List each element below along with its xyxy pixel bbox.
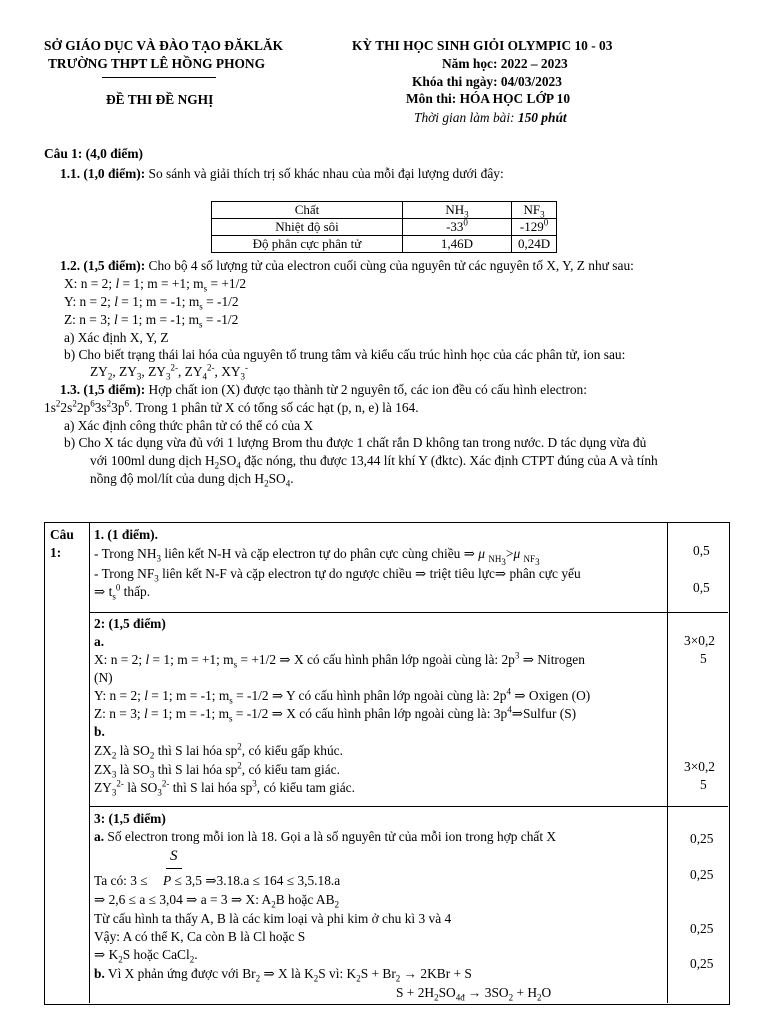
table-cell: $-129^0$ (512, 219, 557, 236)
column-divider (667, 522, 668, 1003)
school-year: Năm học: 2022 – 2023 (442, 56, 568, 71)
exam-name: KỲ THI HỌC SINH GIỎI OLYMPIC 10 - 03 (352, 38, 613, 53)
implies-icon: ⇒ (94, 947, 106, 962)
table-header: $NF_3$ (512, 202, 557, 219)
implies-icon: ⇒ (463, 546, 475, 561)
score: 0,25 (690, 956, 714, 971)
answer-part-3-l5: ⇒ $K_2S$ hoặc CaCl$_2$. (94, 947, 198, 965)
cau-label: Câu (50, 527, 74, 542)
table-header: Chất (212, 202, 403, 219)
row-divider (89, 612, 728, 613)
question-1-3-b-line1: b) Cho X tác dụng vừa đủ với 1 lượng Brom thu được 1 chất rắn D không tan trong nước. D tác dụng vừa đủ (64, 435, 647, 450)
answer-part-3-a: a. Số electron trong mỗi ion là 18. Gọi a là số nguyên tử của mỗi ion trong hợp chất X (94, 829, 557, 844)
answer-part-3-l3: Từ cấu hình ta thấy A, B là các kim loại và phi kim ở chu kì 3 và 4 (94, 911, 452, 926)
implies-icon: ⇒ (205, 873, 217, 888)
answer-part-2-y: Y: n = 2; l = 1; m = -1; $m_s = -1/2$ ⇒ Y có cấu hình phân lớp ngoài cùng là: $2p^4$ ⇒ Oxigen (O) (94, 686, 591, 706)
answer-part-1-line2: - Trong $NF_3$ liên kết N-F và cặp electron tự do ngược chiều ⇒ triệt tiêu lực⇒ phân cực yếu (94, 566, 581, 584)
question-1-3: 1.3. (1,5 điểm): Hợp chất ion (X) được tạo thành từ 2 nguyên tố, các ion đều có cấu hình electron: (60, 382, 587, 397)
answer-part-3-l2: ⇒ 2,6 ≤ a ≤ 3,04 ⇒ a = 3 ⇒ X: $A_2B$ hoặc $AB_2$ (94, 892, 340, 910)
quantum-x: X: n = 2; l = 1; m = +1; $m_s = +1/2$ (64, 276, 247, 294)
table-header: $NH_3$ (403, 202, 512, 219)
department-name: SỞ GIÁO DỤC VÀ ĐÀO TẠO ĐĂKLĂK (44, 38, 284, 53)
question-1-title: Câu 1: (4,0 điểm) (44, 146, 143, 161)
table-cell: $-33^0$ (403, 219, 512, 236)
arrow-right-icon: → (403, 966, 418, 981)
column-divider (89, 522, 90, 1003)
answer-part-2-b3: $ZY_3^{2-}$ là $SO_3^{2-}$ thì S lai hóa $sp^3$, có kiểu tam giác. (94, 778, 355, 798)
implies-icon: ⇒ (263, 966, 275, 981)
answer-part-3-l1: Ta có: 3 ≤ P ≤ 3,5 ⇒3.18.a ≤ 164 ≤ 3,5.18.a (94, 873, 341, 888)
row-divider (89, 806, 728, 807)
answer-part-2-x: X: n = 2; l = 1; m = +1; $m_s = +1/2$ ⇒ X có cấu hình phân lớp ngoài cùng là: $2p^3$ ⇒ Nitrogen (94, 650, 585, 670)
implies-icon: ⇒ (415, 566, 427, 581)
arrow-right-icon: → (468, 985, 482, 1000)
implies-icon: ⇒ (522, 652, 534, 667)
score: 0,5 (693, 580, 710, 595)
table-cell: 1,46D (403, 236, 512, 253)
header-underline (102, 77, 216, 78)
implies-icon: ⇒ (511, 706, 523, 721)
answer-part-2-title: 2: (1,5 điểm) (94, 616, 166, 631)
implies-icon: ⇒ (494, 566, 507, 581)
question-1-2-b: b) Cho biết trạng thái lai hóa của nguyên tố trung tâm và kiểu cấu trúc hình học của các phân tử, ion sau: (64, 347, 626, 362)
question-1-2: 1.2. (1,5 điểm): Cho bộ 4 số lượng tử của electron cuối cùng của nguyên tử các nguyên tố X, Y, Z như sau: (60, 258, 634, 273)
quantum-z: Z: n = 3; l = 1; m = -1; $m_s = -1/2$ (64, 312, 239, 330)
question-1-3-b-line2: với 100ml dung dịch $H_2SO_4$ đặc nóng, thu được 13,44 lít khí Y (đktc). Xác định CTPT đúng của A và tính (90, 453, 658, 471)
quantum-y: Y: n = 2; l = 1; m = -1; $m_s = -1/2$ (64, 294, 239, 312)
answer-part-2-b2: $ZX_3$ là $SO_3$ thì S lai hóa $sp^2$, có kiểu tam giác. (94, 760, 340, 780)
fraction-denominator: P (162, 873, 172, 888)
score: 5 (700, 651, 707, 666)
table-cell: Độ phân cực phân tử (212, 236, 403, 253)
species-list: $ZY_2$, $ZY_3$, $ZY_3^{2-}$, $ZY_4^{2-}$, $XY_3^-$ (90, 362, 249, 382)
question-1-3-b-line3: nồng độ mol/lít của dung dịch $H_2SO_4$. (90, 471, 294, 489)
school-name: TRƯỜNG THPT LÊ HỒNG PHONG (48, 56, 266, 71)
answer-part-1-title: 1. (1 điểm). (94, 527, 158, 542)
answer-part-3-title: 3: (1,5 điểm) (94, 811, 166, 826)
implies-icon: ⇒ (230, 892, 243, 907)
answer-part-3-b: b. Vì X phản ứng được với $Br_2$ ⇒ X là $K_2S$ vì: $K_2S + Br_2 \to 2KBr + S$ (94, 966, 472, 984)
score: 3×0,2 (684, 633, 715, 648)
question-1-1: 1.1. (1,0 điểm): So sánh và giải thích trị số khác nhau của mỗi đại lượng dưới đây: (60, 166, 504, 181)
answer-part-2-a: a. (94, 634, 105, 649)
score: 0,25 (690, 831, 714, 846)
property-table (211, 201, 557, 253)
score: 3×0,2 (684, 759, 715, 774)
answer-part-2-x-cont: (N) (94, 670, 113, 685)
exam-time: Thời gian làm bài: 150 phút (414, 110, 567, 125)
implies-icon: ⇒ (94, 892, 106, 907)
question-1-2-a: a) Xác định X, Y, Z (64, 330, 169, 345)
implies-icon: ⇒ (279, 652, 291, 667)
question-1-3-a: a) Xác định công thức phân tử có thể có của X (64, 418, 314, 433)
score: 0,5 (693, 543, 710, 558)
implies-icon: ⇒ (186, 892, 198, 907)
score: 0,25 (690, 867, 714, 882)
table-cell: Nhiệt độ sôi (212, 219, 403, 236)
electron-config: $1s^22s^22p^63s^23p^6$. Trong 1 phân tử X có tổng số các hạt (p, n, e) là 164. (44, 398, 419, 415)
score: 0,25 (690, 921, 714, 936)
answer-part-1-line3: ⇒ $t_s^0$ thấp. (94, 582, 151, 602)
answer-part-2-b: b. (94, 724, 105, 739)
table-cell: 0,24D (512, 236, 557, 253)
answer-part-3-l4: Vậy: A có thể K, Ca còn B là Cl hoặc S (94, 929, 306, 944)
answer-part-1-line1: - Trong $NH_3$ liên kết N-H và cặp electron tự do phân cực cùng chiều ⇒ μ $_{NH_3}$>μ $_{NF_3}$ (94, 546, 540, 567)
document-type: ĐỀ THI ĐỀ NGHỊ (106, 92, 214, 107)
answer-part-2-b1: $ZX_2$ là $SO_2$ thì S lai hóa $sp^2$, có kiểu gấp khúc. (94, 741, 343, 761)
answer-part-3-b-l2: $S + 2H_2SO_{4đ} \to 3SO_2 + H_2O$ (396, 985, 552, 1003)
implies-icon: ⇒ (271, 706, 283, 721)
cau-number: 1: (50, 545, 62, 560)
implies-icon: ⇒ (94, 584, 106, 599)
implies-icon: ⇒ (514, 688, 526, 703)
exam-subject: Môn thi: HÓA HỌC LỚP 10 (406, 91, 571, 106)
fraction-numerator: S (170, 848, 178, 864)
answer-part-2-z: Z: n = 3; l = 1; m = -1; $m_s = -1/2$ ⇒ X có cấu hình phân lớp ngoài cùng là: $3p^4\Rightarrow Sulfur$ (S) (94, 704, 577, 724)
score: 5 (700, 777, 707, 792)
fraction-bar (166, 868, 182, 869)
exam-date: Khóa thi ngày: 04/03/2023 (412, 74, 562, 89)
implies-icon: ⇒ (271, 688, 284, 703)
